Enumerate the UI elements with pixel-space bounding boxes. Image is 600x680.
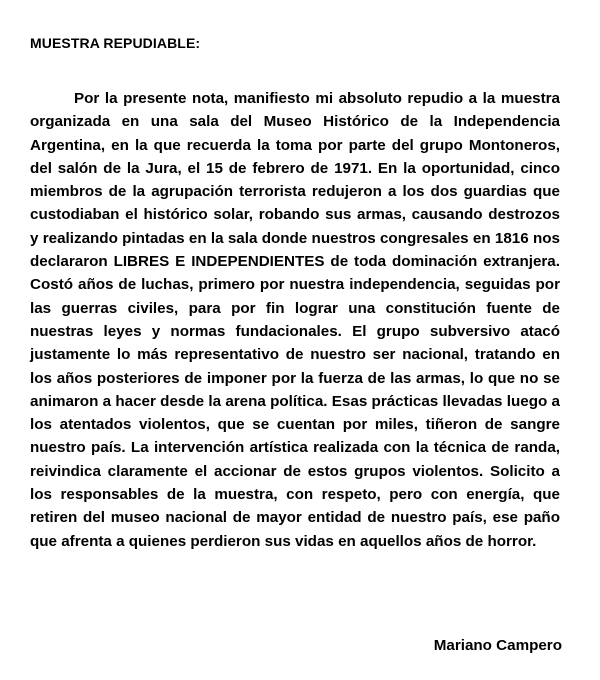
document-body [30, 87, 560, 553]
body-emphasis: LIBRES E INDEPENDIENTES [113, 253, 325, 271]
signature: Mariano Campero [433, 637, 562, 654]
body-text-part-1: Por la presente nota, manifiesto mi absoluto repudio a la muestra organizada en una sala del Museo Histórico de la Independencia Argentina, en la que recuerda la toma por parte del grupo Montoneros, del salón de la Jura, el 15 de febrero de 1971. En la oportunidad, cinco miembros de la agrupación terrorista redujeron a los dos guardias que custodiaban el histórico solar, robando sus armas, causando destrozos y realizando pintadas en la sala donde nuestros congresales en 1816 nos declararon [30, 90, 560, 271]
body-text-part-2: de toda dominación extranjera. Costó años de luchas, primero por nuestra independencia, seguidas por las guerras civiles, para por fin lograr una constitución fuente de nuestras leyes y normas fundacionales. El grupo subversivo atacó justamente lo más representativo de nuestro ser nacional, tratando en los años posteriores de imponer por la fuerza de las armas, lo que no se animaron a hacer desde la arena política. Esas prácticas llevadas luego a los atentados violentos, que se cuentan por miles, tiñeron de sangre nuestro país. La intervención artística realizada con la técnica de randa, reivindica claramente el accionar de estos grupos violentos. Solicito a los responsables de la muestra, con respeto, pero con energía, que retiren del museo nacional de mayor entidad de nuestro país, ese paño que afrenta a quienes perdieron sus vidas en aquellos años de horror. [30, 253, 560, 550]
document-title: MUESTRA REPUDIABLE: [30, 35, 201, 51]
